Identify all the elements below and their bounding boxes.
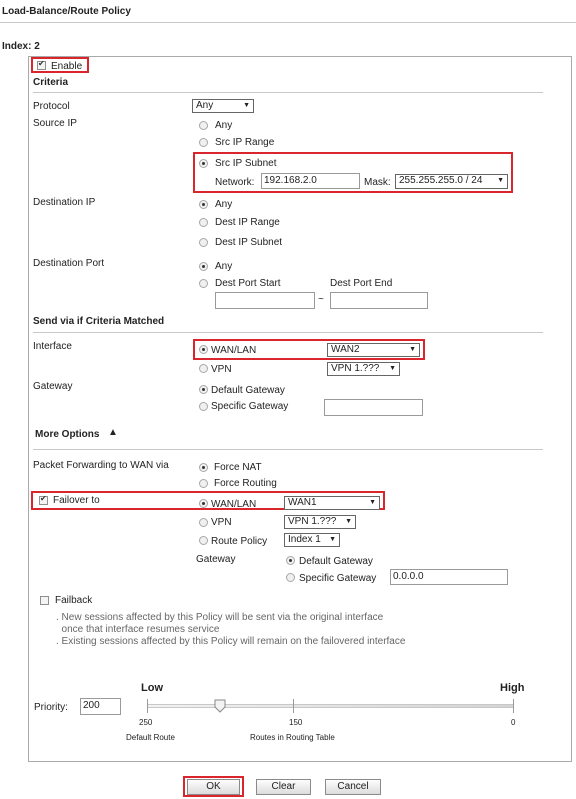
protocol-label: Protocol <box>33 101 70 112</box>
destination-port-label: Destination Port <box>33 258 105 269</box>
interface-label: Interface <box>33 341 72 352</box>
criteria-heading: Criteria <box>33 77 69 88</box>
slider-tick <box>513 699 514 713</box>
send-via-divider <box>33 332 543 333</box>
interface-wan-lan-radio[interactable] <box>199 345 208 354</box>
interface-vpn-label: VPN <box>211 364 232 375</box>
more-options-heading[interactable]: More Options <box>35 429 100 440</box>
gateway-default-radio[interactable] <box>199 385 208 394</box>
failover-checkbox[interactable] <box>39 496 48 505</box>
packet-forwarding-label: Packet Forwarding to WAN via <box>33 460 169 471</box>
chevron-down-icon: ▼ <box>409 346 416 353</box>
slider-tick <box>147 699 148 713</box>
index-label: Index: 2 <box>2 41 40 52</box>
failover-gateway-default-label: Default Gateway <box>299 556 373 567</box>
title-divider <box>0 22 576 23</box>
network-label: Network: <box>215 177 255 188</box>
page-title: Load-Balance/Route Policy <box>2 6 131 17</box>
priority-slider-thumb[interactable] <box>214 699 226 713</box>
priority-high-label: High <box>500 682 525 694</box>
source-ip-subnet-label: Src IP Subnet <box>215 158 277 169</box>
more-options-divider <box>33 449 543 450</box>
chevron-down-icon: ▼ <box>389 365 396 372</box>
mask-select[interactable] <box>395 174 508 189</box>
interface-wan-select-value: WAN2 <box>331 344 360 355</box>
ok-button[interactable]: OK <box>187 779 240 795</box>
destination-ip-label: Destination IP <box>33 197 96 208</box>
footer-divider <box>28 761 572 762</box>
failover-vpn-select[interactable] <box>284 515 356 529</box>
priority-tick-0: 0 <box>511 718 516 727</box>
dest-port-end-label: Dest Port End <box>330 278 393 289</box>
collapse-arrow-icon[interactable]: ▲ <box>108 427 118 438</box>
interface-vpn-select[interactable] <box>327 362 400 376</box>
priority-tick-250: 250 <box>139 718 153 727</box>
failover-specific-gateway-value: 0.0.0.0 <box>393 571 424 582</box>
enable-label: Enable <box>51 61 83 72</box>
gateway-specific-radio[interactable] <box>199 402 208 411</box>
dest-ip-any-radio[interactable] <box>199 200 208 209</box>
failover-wan-select-value: WAN1 <box>288 497 317 508</box>
failover-vpn-select-value: VPN 1.??? <box>288 516 337 527</box>
chevron-down-icon: ▼ <box>243 102 250 109</box>
dest-ip-range-label: Dest IP Range <box>215 217 280 228</box>
failover-gateway-specific-label: Specific Gateway <box>299 573 377 584</box>
failover-wan-lan-radio[interactable] <box>199 499 208 508</box>
dest-ip-subnet-radio[interactable] <box>199 238 208 247</box>
force-routing-radio[interactable] <box>199 479 208 488</box>
failover-vpn-radio[interactable] <box>199 518 208 527</box>
dest-port-any-label: Any <box>215 261 233 272</box>
clear-button[interactable]: Clear <box>256 779 311 795</box>
gateway-specific-label: Specific Gateway <box>211 401 289 412</box>
dest-port-any-radio[interactable] <box>199 262 208 271</box>
failover-gateway-default-radio[interactable] <box>286 556 295 565</box>
failover-vpn-label: VPN <box>211 517 232 528</box>
send-via-heading: Send via if Criteria Matched <box>33 316 165 327</box>
failover-route-policy-label: Route Policy <box>211 536 268 547</box>
failover-gateway-specific-radio[interactable] <box>286 573 295 582</box>
failover-wan-select[interactable] <box>284 496 380 510</box>
network-input[interactable] <box>261 173 360 189</box>
failover-wan-lan-label: WAN/LAN <box>211 499 257 510</box>
slider-thumb-icon <box>214 699 226 713</box>
mask-select-value: 255.255.255.0 / 24 <box>399 175 483 186</box>
source-ip-subnet-radio[interactable] <box>199 159 208 168</box>
protocol-select-value: Any <box>196 100 214 111</box>
force-nat-label: Force NAT <box>214 462 262 473</box>
source-ip-range-radio[interactable] <box>199 138 208 147</box>
source-ip-label: Source IP <box>33 118 77 129</box>
port-range-separator: ~ <box>318 294 324 305</box>
force-nat-radio[interactable] <box>199 463 208 472</box>
dest-ip-subnet-label: Dest IP Subnet <box>215 237 283 248</box>
failback-note-1: . New sessions affected by this Policy will be sent via the original interface <box>56 612 384 623</box>
priority-input[interactable] <box>80 698 121 715</box>
dest-port-end-input[interactable] <box>330 292 428 309</box>
failover-specific-gateway-input[interactable] <box>390 569 508 585</box>
network-input-value: 192.168.2.0 <box>264 175 317 186</box>
interface-vpn-radio[interactable] <box>199 364 208 373</box>
dest-port-start-radio[interactable] <box>199 279 208 288</box>
slider-tick <box>293 699 294 713</box>
gateway-label: Gateway <box>33 381 73 392</box>
chevron-down-icon: ▼ <box>329 536 336 543</box>
source-ip-any-label: Any <box>215 120 233 131</box>
failback-label: Failback <box>55 595 93 606</box>
route-policy-select-value: Index 1 <box>288 534 321 545</box>
chevron-down-icon: ▼ <box>369 499 376 506</box>
mask-label: Mask: <box>364 177 391 188</box>
default-route-caption: Default Route <box>126 733 175 742</box>
chevron-down-icon: ▼ <box>497 177 504 184</box>
source-ip-any-radio[interactable] <box>199 121 208 130</box>
chevron-down-icon: ▼ <box>345 518 352 525</box>
failover-route-policy-radio[interactable] <box>199 536 208 545</box>
dest-port-start-input[interactable] <box>215 292 315 309</box>
protocol-select[interactable] <box>192 99 254 113</box>
failback-note-2: once that interface resumes service <box>56 624 220 635</box>
force-routing-label: Force Routing <box>214 478 277 489</box>
routing-table-caption: Routes in Routing Table <box>250 733 335 742</box>
priority-low-label: Low <box>141 682 163 694</box>
enable-checkbox[interactable] <box>37 61 46 70</box>
priority-slider-track <box>147 704 514 708</box>
failover-gateway-label: Gateway <box>196 554 236 565</box>
priority-label: Priority: <box>34 702 68 713</box>
dest-ip-range-radio[interactable] <box>199 218 208 227</box>
priority-tick-150: 150 <box>289 718 303 727</box>
gateway-default-label: Default Gateway <box>211 385 285 396</box>
specific-gateway-input[interactable] <box>324 399 423 416</box>
priority-input-value: 200 <box>83 700 100 711</box>
dest-port-start-label: Dest Port Start <box>215 278 281 289</box>
interface-wan-select[interactable] <box>327 343 420 357</box>
interface-wan-lan-label: WAN/LAN <box>211 345 257 356</box>
dest-ip-any-label: Any <box>215 199 233 210</box>
source-ip-range-label: Src IP Range <box>215 137 275 148</box>
cancel-button[interactable]: Cancel <box>325 779 381 795</box>
failback-checkbox[interactable] <box>40 596 49 605</box>
interface-vpn-select-value: VPN 1.??? <box>331 363 380 374</box>
route-policy-select[interactable] <box>284 533 340 547</box>
criteria-divider <box>33 92 543 93</box>
failover-label: Failover to <box>53 495 100 506</box>
priority-slider[interactable] <box>147 698 514 714</box>
failback-note-3: . Existing sessions affected by this Policy will remain on the failovered interface <box>56 636 406 647</box>
